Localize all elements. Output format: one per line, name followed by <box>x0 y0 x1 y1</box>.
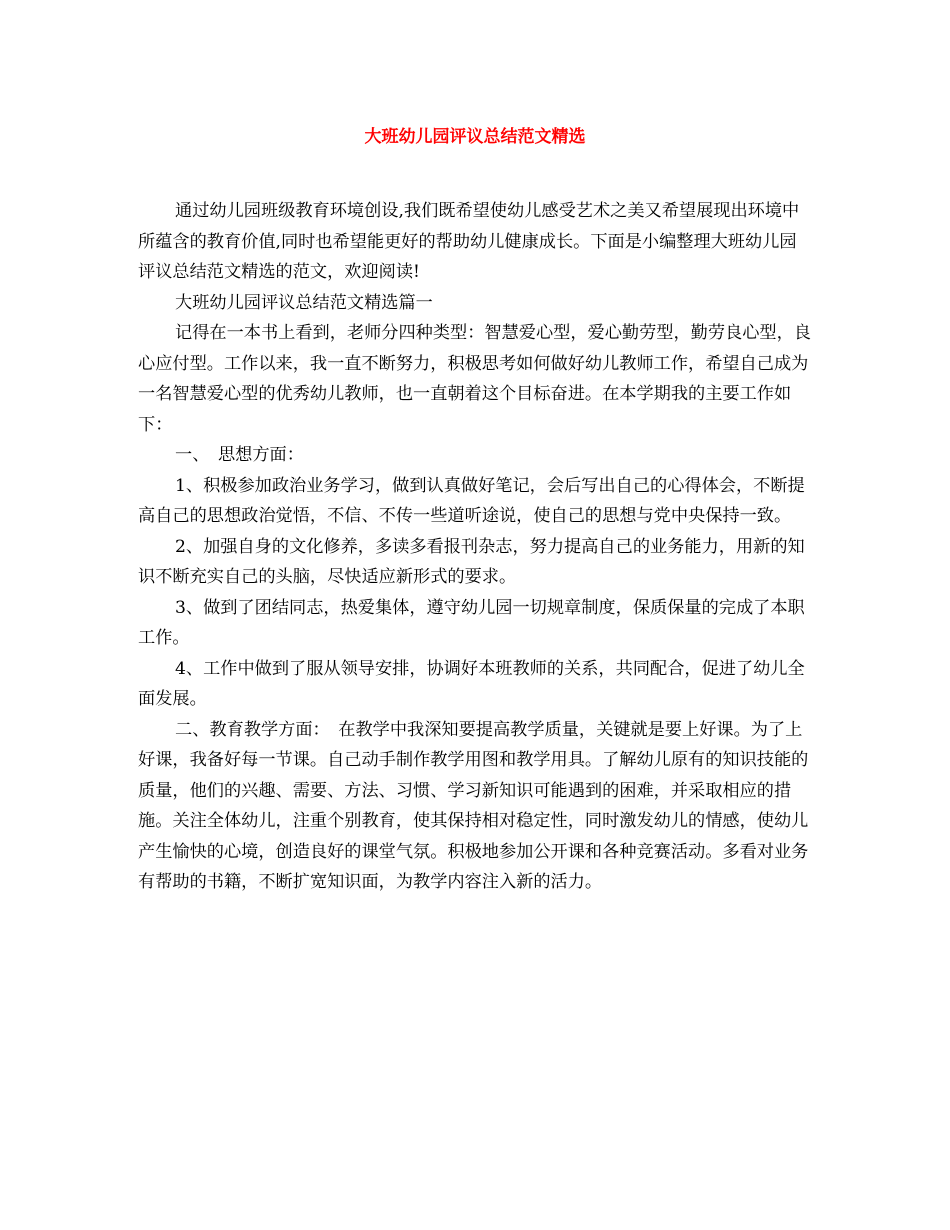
paragraph-item-1: 1、积极参加政治业务学习，做到认真做好笔记，会后写出自己的心得体会，不断提高自己的思想政治觉悟，不信、不传一些道听途说，使自己的思想与党中央保持一致。 <box>138 475 805 526</box>
paragraph-item-2: 2、加强自身的文化修养，多读多看报刊杂志，努力提高自己的业务能力，用新的知识不断充实自己的头脑，尽快适应新形式的要求。 <box>138 536 805 587</box>
paragraph-teacher-types: 记得在一本书上看到，老师分四种类型：智慧爱心型，爱心勤劳型，勤劳良心型，良心应付型。工作以来，我一直不断努力，积极思考如何做好幼儿教师工作，希望自己成为一名智慧爱心型的优秀幼儿教师，也一直朝着这个目标奋进。在本学期我的主要工作如下： <box>138 323 811 435</box>
paragraph-teaching: 二、教育教学方面： 在教学中我深知要提高教学质量，关键就是要上好课。为了上好课，我备好每一节课。自己动手制作教学用图和教学用具。了解幼儿原有的知识技能的质量，他们的兴趣、需要、方法、习惯、学习新知识可能遇到的困难，并采取相应的措施。关注全体幼儿，注重个别教育，使其保持相对稳定性，同时激发幼儿的情感，使幼儿产生愉快的心境，创造良好的课堂气氛。积极地参加公开课和各种竞赛活动。多看对业务有帮助的书籍，不断扩宽知识面，为教学内容注入新的活力。 <box>138 719 809 892</box>
paragraph-section-heading: 大班幼儿园评议总结范文精选篇一 <box>175 292 433 313</box>
paragraph-item-3: 3、做到了团结同志，热爱集体，遵守幼儿园一切规章制度，保质保量的完成了本职工作。 <box>138 597 805 648</box>
paragraph-intro: 通过幼儿园班级教育环境创设,我们既希望使幼儿感受艺术之美又希望展现出环境中所蕴含的教育价值,同时也希望能更好的帮助幼儿健康成长。下面是小编整理大班幼儿园评议总结范文精选的范文，欢迎阅读! <box>138 201 800 282</box>
document-body <box>138 196 812 898</box>
paragraph-ideology-heading: 一、 思想方面： <box>175 445 304 465</box>
paragraph-item-4: 4、工作中做到了服从领导安排，协调好本班教师的关系，共同配合，促进了幼儿全面发展。 <box>138 658 805 709</box>
document-title: 大班幼儿园评议总结范文精选 <box>364 127 586 147</box>
